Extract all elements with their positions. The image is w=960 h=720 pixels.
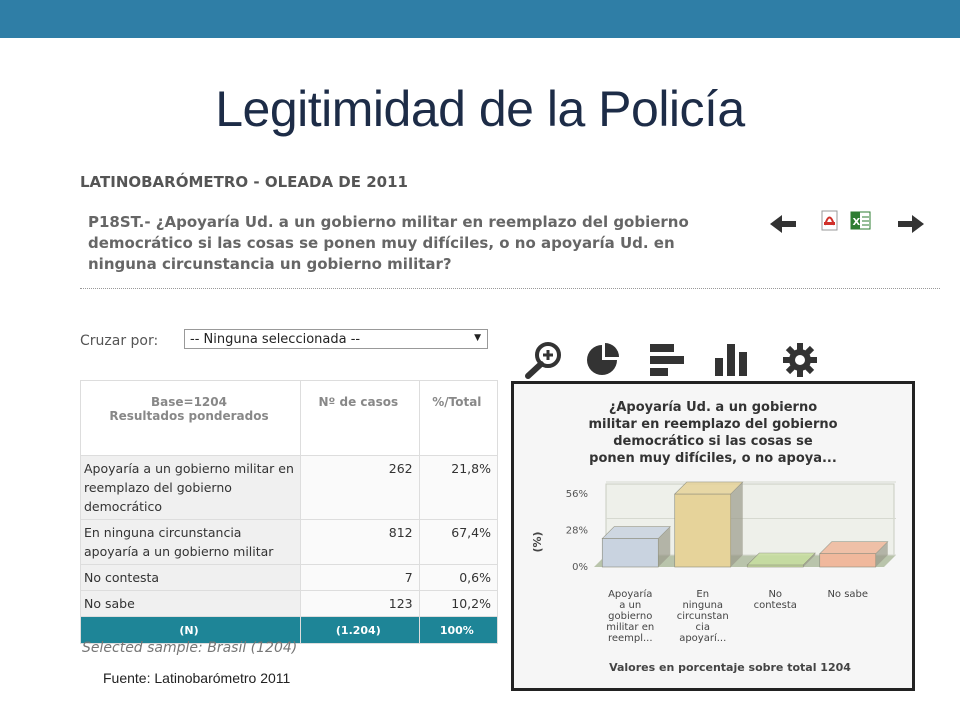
table-row xyxy=(81,520,498,565)
row-pct: 10,2% xyxy=(419,591,497,617)
base-header xyxy=(81,381,301,456)
chart-title-line: ponen muy difíciles, o no apoya... xyxy=(589,451,837,466)
bar-chart-horizontal-icon[interactable] xyxy=(647,340,687,380)
x-tick-label: circunstan xyxy=(676,611,729,622)
x-axis-label: Valores en porcentaje sobre total 1204 xyxy=(609,661,851,674)
top-bar xyxy=(0,0,960,38)
row-cases: 123 xyxy=(301,591,420,617)
table-row xyxy=(81,456,498,520)
pie-chart-icon[interactable] xyxy=(582,340,624,380)
chart-title-line: ¿Apoyaría Ud. a un gobierno xyxy=(608,400,818,415)
svg-text:X: X xyxy=(852,217,861,228)
x-tick-label: No xyxy=(768,589,783,600)
cross-by-selected: -- Ninguna seleccionada -- xyxy=(190,332,361,347)
cases-header: Nº de casos xyxy=(301,381,420,456)
table-row xyxy=(81,565,498,591)
cross-by-label: Cruzar por: xyxy=(80,333,159,349)
x-tick-label: militar en xyxy=(606,622,655,633)
x-tick-label: reempl... xyxy=(607,633,653,644)
survey-question: P18ST.- ¿Apoyaría Ud. a un gobierno militar en reemplazo del gobierno democrático si las cosas se ponen muy difíciles, o no apoyaría Ud. en ninguna circunstancia un gobierno militar? xyxy=(88,213,689,273)
y-tick-label: 28% xyxy=(565,525,588,537)
weighted-label: Resultados ponderados xyxy=(109,409,269,423)
x-tick-label: contesta xyxy=(753,600,797,611)
zoom-in-icon[interactable] xyxy=(522,340,566,380)
x-tick-label: Apoyaría xyxy=(608,589,653,600)
bar xyxy=(820,554,876,567)
divider xyxy=(80,288,940,289)
row-pct: 67,4% xyxy=(419,520,497,565)
total-label: (N) xyxy=(81,617,301,644)
x-tick-label: cia xyxy=(695,622,710,633)
row-cases: 812 xyxy=(301,520,420,565)
chart-panel xyxy=(511,381,915,691)
arrow-right-icon[interactable] xyxy=(896,210,926,238)
cross-by-select[interactable] xyxy=(184,329,488,349)
bar xyxy=(675,494,731,567)
bar-chart-vertical-icon[interactable] xyxy=(712,340,754,380)
bar-chart xyxy=(514,384,912,688)
slide-title: Legitimidad de la Policía xyxy=(215,81,745,137)
row-label: En ninguna circunstancia apoyaría a un gobierno militar xyxy=(81,520,301,565)
bar-top xyxy=(820,542,888,554)
chart-title-line: militar en reemplazo del gobierno xyxy=(588,417,838,432)
x-tick-label: ninguna xyxy=(682,600,724,611)
chevron-down-icon: ▼ xyxy=(474,333,481,343)
selected-sample: Selected sample: Brasil (1204) xyxy=(82,640,298,656)
base-label: Base=1204 xyxy=(151,395,227,409)
y-axis-label: (%) xyxy=(531,531,544,553)
bar-side xyxy=(731,482,743,567)
chart-title-line: democrático si las cosas se xyxy=(613,434,813,449)
x-tick-label: En xyxy=(696,589,710,600)
excel-icon[interactable] xyxy=(850,210,872,232)
arrow-left-icon[interactable] xyxy=(768,210,798,238)
row-cases: 262 xyxy=(301,456,420,520)
x-tick-label: apoyarí... xyxy=(679,633,727,644)
x-tick-label: gobierno xyxy=(608,611,653,622)
survey-header: LATINOBARÓMETRO - OLEADA DE 2011 xyxy=(80,173,408,191)
row-label: Apoyaría a un gobierno militar en reemplazo del gobierno democrático xyxy=(81,456,301,520)
results-table xyxy=(80,380,498,644)
y-tick-label: 56% xyxy=(565,489,588,500)
total-pct: 100% xyxy=(419,617,497,644)
row-pct: 0,6% xyxy=(419,565,497,591)
bar xyxy=(602,539,658,567)
row-pct: 21,8% xyxy=(419,456,497,520)
pct-header: %/Total xyxy=(419,381,497,456)
row-label: No contesta xyxy=(81,565,301,591)
x-tick-label: a un xyxy=(619,600,642,611)
total-cases: (1.204) xyxy=(301,617,420,644)
row-label: No sabe xyxy=(81,591,301,617)
navigation-icons xyxy=(768,210,928,238)
table-row xyxy=(81,591,498,617)
gear-icon[interactable] xyxy=(780,340,820,380)
table-header-row xyxy=(81,381,498,456)
x-tick-label: No sabe xyxy=(827,589,869,600)
pdf-icon[interactable] xyxy=(820,210,840,232)
source-note: Fuente: Latinobarómetro 2011 xyxy=(103,670,291,686)
y-tick-label: 0% xyxy=(572,562,588,573)
row-cases: 7 xyxy=(301,565,420,591)
